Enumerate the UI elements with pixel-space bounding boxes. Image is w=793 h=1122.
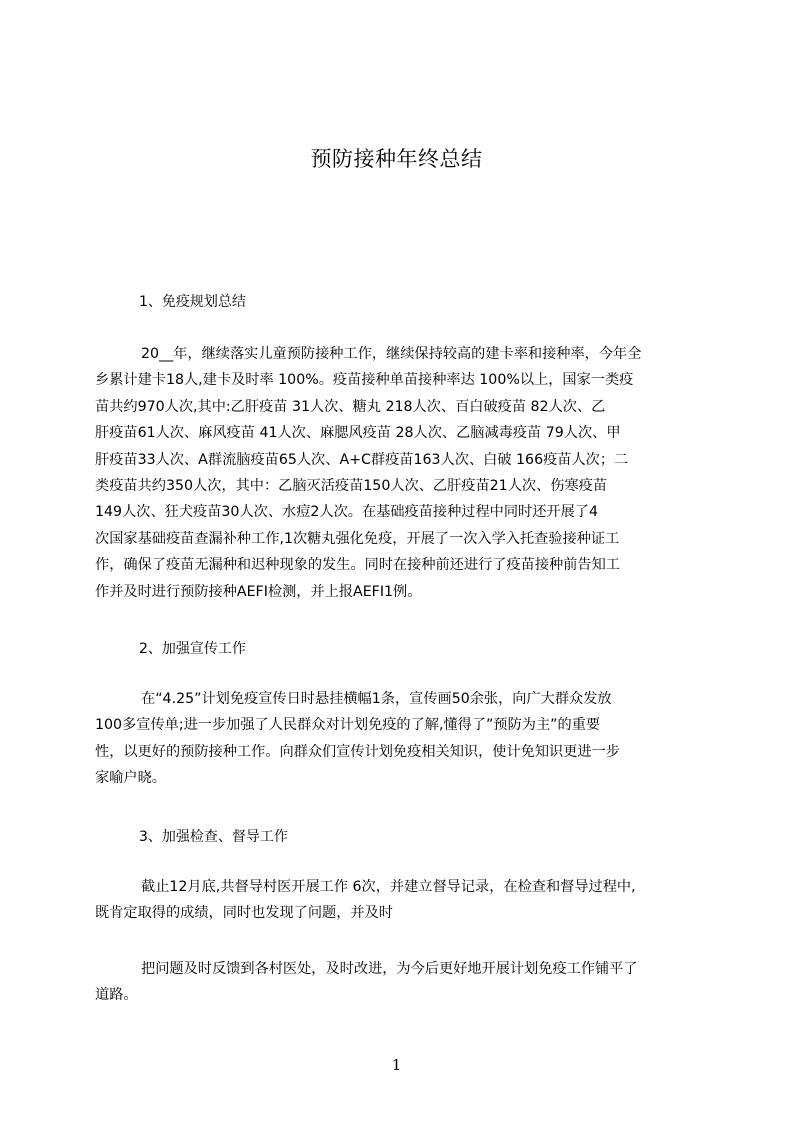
paragraph-line: 次国家基础疫苗查漏补种工作,1次糖丸强化免疫，开展了一次入学入托查验接种证工 (95, 530, 620, 547)
paragraph-line: 149人次、狂犬疫苗30人次、水痘2人次。在基础疫苗接种过程中同时还开展了4 (95, 504, 599, 521)
section-3-continuation-paragraph (95, 956, 701, 1009)
paragraph-line: 作，确保了疫苗无漏种和迟种现象的发生。同时在接种前还进行了疫苗接种前告知工 (95, 557, 620, 574)
paragraph-line: 既肯定取得的成绩，同时也发现了问题，并及时 (95, 905, 393, 922)
paragraph-line: 家喻户晓。 (95, 770, 166, 787)
paragraph-line: 道路。 (95, 987, 138, 1004)
section-2-heading: 2、加强宣传工作 (139, 641, 246, 657)
document-title: 预防接种年终总结 (310, 147, 483, 171)
section-2-paragraph (95, 686, 701, 792)
paragraph-line: 性，以更好的预防接种工作。向群众们宣传计划免疫相关知识，使计免知识更进一步 (95, 743, 620, 760)
paragraph-line: 肝疫苗61人次、麻风疫苗 41人次、麻腮风疫苗 28人次、乙脑减毒疫苗 79人次、甲 (95, 425, 621, 442)
paragraph-line: 在“4.25”计划免疫宣传日时悬挂横幅1条，宣传画50余张，向广大群众发放 (141, 691, 612, 707)
section-3-paragraph (95, 874, 701, 927)
paragraph-line: 20__年，继续落实儿童预防接种工作，继续保持较高的建卡率和接种率，今年全 (141, 346, 642, 362)
section-1-paragraph (95, 341, 701, 605)
section-1-heading: 1、免疫规划总结 (139, 294, 246, 310)
section-3-heading: 3、加强检查、督导工作 (139, 829, 288, 845)
paragraph-line: 苗共约970人次,其中:乙肝疫苗 31人次、糖丸 218人次、百白破疫苗 82人次、乙 (95, 398, 606, 415)
paragraph-line: 截止12月底,共督导村医开展工作 6次，并建立督导记录，在检查和督导过程中, (141, 879, 636, 895)
paragraph-line: 把问题及时反馈到各村医处，及时改进，为今后更好地开展计划免疫工作铺平了 (141, 961, 638, 977)
page-number: 1 (391, 1056, 402, 1074)
paragraph-line: 肝疫苗33人次、A群流脑疫苗65人次、A+C群疫苗163人次、白破 166疫苗人次；二 (95, 451, 629, 468)
paragraph-line: 乡累计建卡18人,建卡及时率 100%。疫苗接种单苗接种率达 100%以上，国家一类疫 (95, 372, 634, 389)
paragraph-line: 类疫苗共约350人次，其中：乙脑灭活疫苗150人次、乙肝疫苗21人次、伤寒疫苗 (95, 478, 608, 495)
paragraph-line: 100多宣传单;进一步加强了人民群众对计划免疫的了解,懂得了”预防为主”的重要 (95, 717, 601, 734)
paragraph-line: 作并及时进行预防接种AEFI检测，并上报AEFI1例。 (95, 583, 422, 600)
